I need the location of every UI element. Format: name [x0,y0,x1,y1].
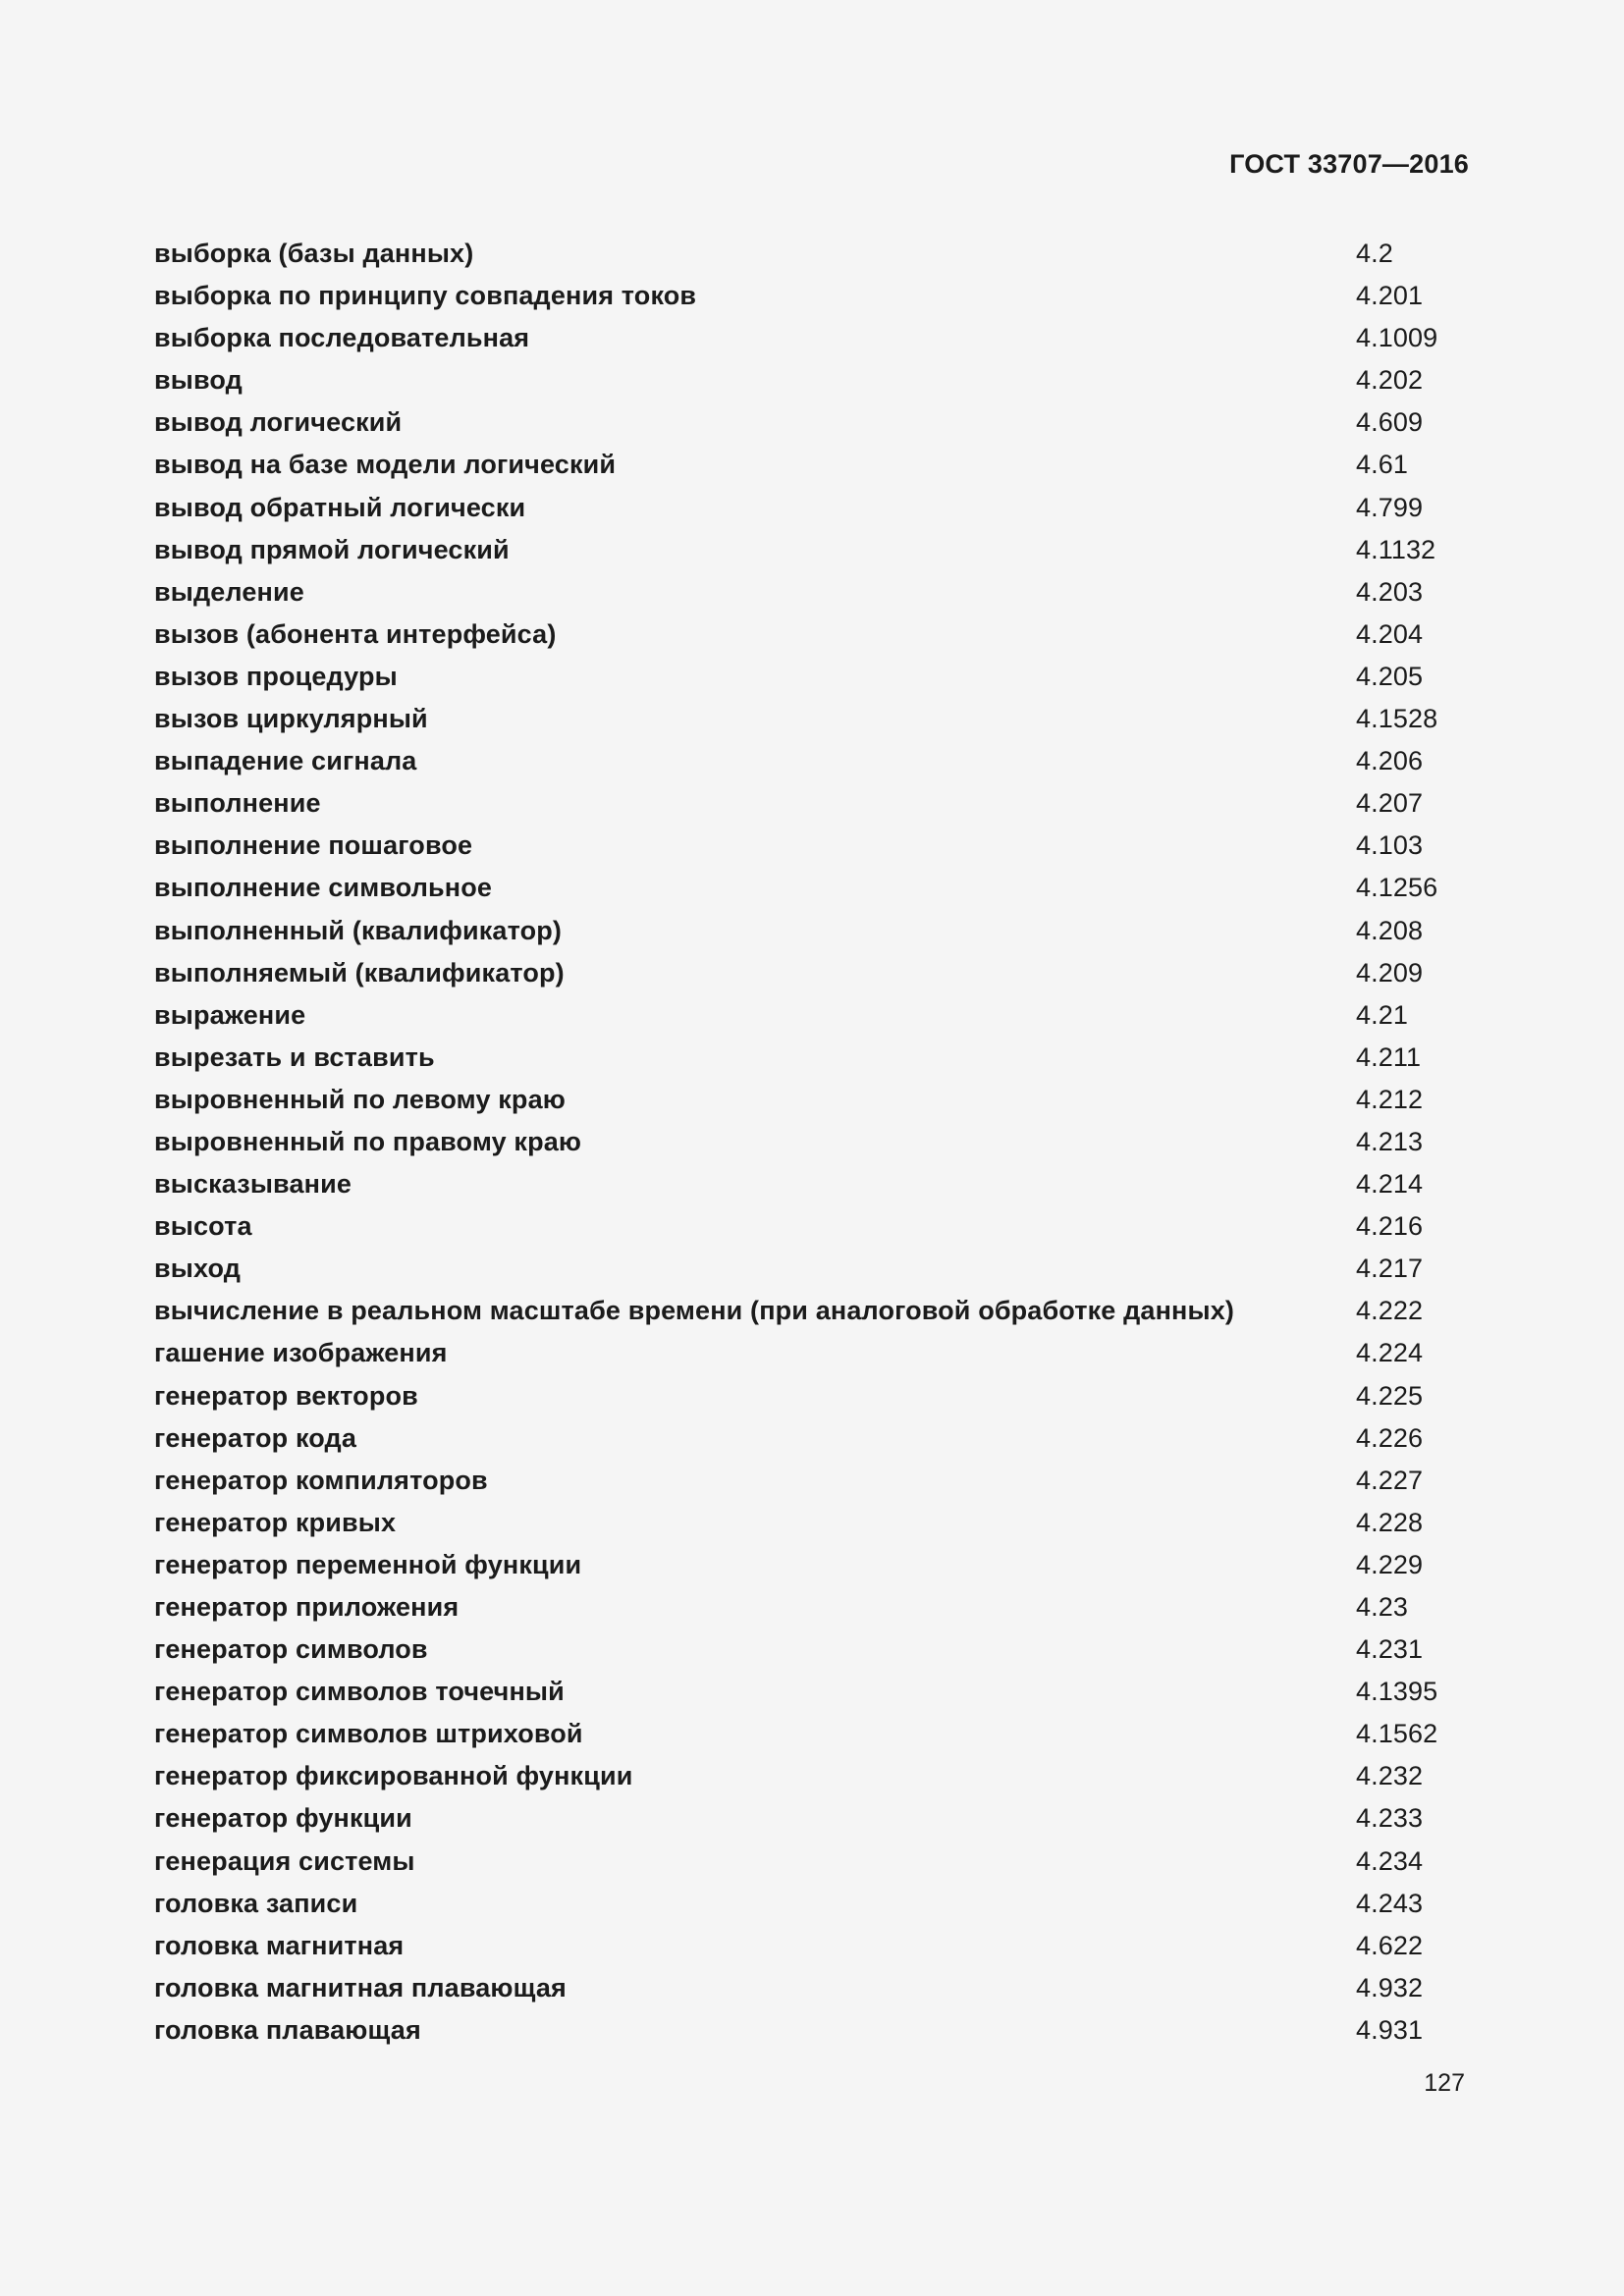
index-reference: 4.207 [1356,788,1424,819]
index-term: головка магнитная плавающая [154,1972,567,2002]
index-reference: 4.222 [1356,1296,1424,1326]
index-term: генератор символов [154,1634,428,1665]
index-entry [154,1797,1470,1840]
index-entry [154,1332,1470,1374]
index-term: выполняемый (квалификатор) [154,957,565,988]
index-reference: 4.1562 [1356,1719,1438,1749]
index-reference: 4.931 [1356,2014,1424,2045]
index-entry [154,317,1470,359]
index-entry [154,1290,1470,1332]
index-reference: 4.243 [1356,1888,1424,1918]
index-term: выборка по принципу совпадения токов [154,281,697,311]
index-term: вывод обратный логически [154,492,526,522]
index-entry [154,1248,1470,1290]
index-reference: 4.233 [1356,1803,1424,1834]
index-term: генератор компиляторов [154,1465,488,1495]
index-term: генератор векторов [154,1380,418,1411]
index-reference: 4.932 [1356,1972,1424,2002]
index-reference: 4.609 [1356,407,1424,438]
index-term: выделение [154,576,304,607]
index-entry [154,529,1470,571]
index-reference: 4.224 [1356,1338,1424,1368]
index-entry [154,233,1470,275]
index-entry [154,1841,1470,1883]
index-term: выпадение сигнала [154,746,417,776]
index-term: вывод логический [154,407,403,438]
index-term: выборка последовательная [154,323,530,353]
index-reference: 4.622 [1356,1930,1424,1960]
index-entry [154,1417,1470,1460]
index-term: выполнение пошаговое [154,830,473,861]
index-entry [154,1755,1470,1797]
index-term: головка записи [154,1888,358,1918]
index-reference: 4.209 [1356,957,1424,988]
index-reference: 4.23 [1356,1592,1408,1622]
index-term: генератор приложения [154,1592,460,1622]
index-entry [154,401,1470,444]
index-reference: 4.103 [1356,830,1424,861]
index-reference: 4.203 [1356,576,1424,607]
index-reference: 4.1009 [1356,323,1438,353]
index-term: высказывание [154,1169,352,1200]
index-reference: 4.208 [1356,915,1424,945]
index-term: выполненный (квалификатор) [154,915,563,945]
index-reference: 4.234 [1356,1845,1424,1876]
index-term: генерация системы [154,1845,415,1876]
index-entry [154,952,1470,994]
index-reference: 4.231 [1356,1634,1424,1665]
index-reference: 4.216 [1356,1211,1424,1242]
index-reference: 4.213 [1356,1126,1424,1156]
index-term: вывод прямой логический [154,534,510,564]
index-entry [154,1544,1470,1586]
index-entry [154,1079,1470,1121]
index-term: вызов циркулярный [154,704,428,734]
index-term: генератор переменной функции [154,1549,582,1579]
index-term: выход [154,1254,242,1284]
index-reference: 4.21 [1356,999,1408,1030]
index-term: выровненный по правому краю [154,1126,582,1156]
index-term: генератор символов точечный [154,1677,565,1707]
index-reference: 4.217 [1356,1254,1424,1284]
index-entry [154,1967,1470,2009]
index-term: вызов процедуры [154,661,398,691]
page-number: 127 [1424,2069,1465,2097]
index-term: генератор символов штриховой [154,1719,583,1749]
index-entry [154,444,1470,486]
index-term: генератор функции [154,1803,412,1834]
index-reference: 4.232 [1356,1761,1424,1791]
index-reference: 4.1132 [1356,534,1436,564]
index-entry [154,1163,1470,1205]
index-entry [154,994,1470,1037]
index-entry [154,1925,1470,1967]
index-reference: 4.2 [1356,239,1393,268]
standard-header: ГОСТ 33707—2016 [1229,149,1469,179]
index-entry [154,1037,1470,1079]
index-reference: 4.1528 [1356,704,1438,734]
index-term: выровненный по левому краю [154,1084,566,1114]
index-term: вычисление в реальном масштабе времени (при аналоговой обработке данных) [154,1296,1235,1326]
index-term: головка магнитная [154,1930,405,1960]
index-reference: 4.1256 [1356,873,1438,903]
index-reference: 4.206 [1356,746,1424,776]
index-reference: 4.202 [1356,365,1424,396]
index-entry [154,2009,1470,2052]
index-entry [154,867,1470,909]
index-reference: 4.61 [1356,450,1408,480]
index-term: выполнение [154,788,321,819]
index-entry [154,1713,1470,1755]
index-entry [154,571,1470,614]
index-term: генератор кода [154,1422,356,1453]
term-index-list [154,233,1470,2052]
index-term: вывод [154,365,243,396]
index-entry [154,614,1470,656]
index-entry [154,656,1470,698]
index-reference: 4.205 [1356,661,1424,691]
index-reference: 4.225 [1356,1380,1424,1411]
index-term: вызов (абонента интерфейса) [154,618,557,649]
index-entry [154,740,1470,782]
index-reference: 4.229 [1356,1549,1424,1579]
index-reference: 4.228 [1356,1507,1424,1537]
index-entry [154,1586,1470,1629]
index-reference: 4.227 [1356,1465,1424,1495]
index-entry [154,825,1470,867]
index-term: вывод на базе модели логический [154,450,617,480]
index-entry [154,1502,1470,1544]
index-term: выполнение символьное [154,873,493,903]
index-reference: 4.212 [1356,1084,1424,1114]
index-entry [154,1629,1470,1671]
index-entry [154,1375,1470,1417]
index-entry [154,782,1470,825]
index-entry [154,1460,1470,1502]
index-entry [154,487,1470,529]
index-reference: 4.204 [1356,618,1424,649]
index-entry [154,910,1470,952]
index-reference: 4.799 [1356,492,1424,522]
index-reference: 4.226 [1356,1422,1424,1453]
index-term: выражение [154,999,306,1030]
index-entry [154,359,1470,401]
index-reference: 4.201 [1356,281,1424,311]
index-term: головка плавающая [154,2014,421,2045]
index-term: выборка (базы данных) [154,239,474,268]
index-reference: 4.214 [1356,1169,1424,1200]
index-entry [154,1121,1470,1163]
index-reference: 4.1395 [1356,1677,1438,1707]
index-entry [154,1205,1470,1248]
index-entry [154,1883,1470,1925]
index-term: высота [154,1211,252,1242]
index-term: вырезать и вставить [154,1041,435,1072]
index-entry [154,275,1470,317]
index-term: гашение изображения [154,1338,448,1368]
index-entry [154,698,1470,740]
index-entry [154,1671,1470,1713]
index-term: генератор кривых [154,1507,397,1537]
index-term: генератор фиксированной функции [154,1761,633,1791]
index-reference: 4.211 [1356,1041,1422,1072]
